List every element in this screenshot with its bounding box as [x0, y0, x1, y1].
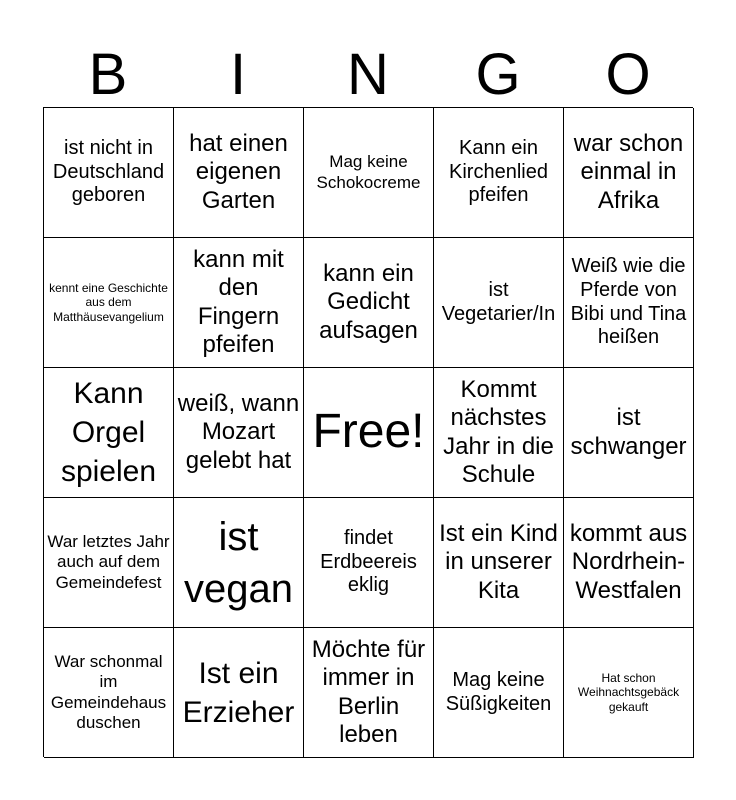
- title-letter-i: I: [229, 42, 247, 107]
- cell-text: War schonmal im Gemeindehaus duschen: [50, 652, 167, 732]
- cell-text: ist vegan: [184, 514, 293, 611]
- cell-text: war schon einmal in Afrika: [573, 130, 684, 214]
- title-letter-n: N: [347, 42, 389, 107]
- cell-text: weiß, wann Mozart gelebt hat: [177, 390, 300, 474]
- bingo-cell[interactable]: [44, 238, 174, 368]
- cell-text: findet Erdbeereis eklig: [320, 527, 417, 597]
- cell-text: kann ein Gedicht aufsagen: [319, 260, 418, 344]
- bingo-board: [43, 107, 693, 757]
- free-cell[interactable]: [304, 368, 434, 498]
- cell-text: Weiß wie die Pferde von Bibi und Tina heißen: [570, 255, 687, 349]
- bingo-cell[interactable]: [44, 108, 174, 238]
- cell-text: kann mit den Fingern pfeifen: [193, 245, 284, 358]
- bingo-cell[interactable]: [564, 238, 694, 368]
- bingo-cell[interactable]: [304, 498, 434, 628]
- cell-text: Ist ein Erzieher: [182, 656, 295, 729]
- bingo-cell[interactable]: [174, 628, 304, 758]
- bingo-cell[interactable]: [44, 628, 174, 758]
- cell-text: Kann Orgel spielen: [60, 377, 157, 488]
- bingo-cell[interactable]: [564, 108, 694, 238]
- cell-text: Mag keine Süßigkeiten: [445, 668, 552, 715]
- cell-text: Hat schon Weihnachtsgebäck gekauft: [577, 671, 680, 714]
- cell-text: hat einen eigenen Garten: [189, 130, 288, 214]
- bingo-cell[interactable]: [434, 368, 564, 498]
- cell-text: kennt eine Geschichte aus dem Matthäusevangelium: [49, 281, 168, 324]
- bingo-cell[interactable]: [174, 368, 304, 498]
- cell-text: Kommt nächstes Jahr in die Schule: [443, 375, 554, 488]
- title-letter-b: B: [88, 42, 128, 107]
- cell-text: Möchte für immer in Berlin leben: [311, 635, 426, 748]
- bingo-cell[interactable]: [304, 108, 434, 238]
- bingo-cell[interactable]: [304, 238, 434, 368]
- cell-text: Ist ein Kind in unserer Kita: [439, 520, 558, 604]
- bingo-title: [43, 40, 693, 110]
- cell-text: Kann ein Kirchenlied pfeifen: [449, 137, 548, 207]
- bingo-cell[interactable]: [44, 498, 174, 628]
- title-letter-o: O: [605, 42, 651, 107]
- bingo-cell[interactable]: [44, 368, 174, 498]
- bingo-cell[interactable]: [304, 628, 434, 758]
- bingo-cell[interactable]: [564, 628, 694, 758]
- cell-text: War letztes Jahr auch auf dem Gemeindefest: [47, 532, 170, 592]
- bingo-cell[interactable]: [174, 238, 304, 368]
- bingo-cell[interactable]: [434, 628, 564, 758]
- bingo-cell[interactable]: [434, 498, 564, 628]
- title-letter-g: G: [475, 42, 521, 107]
- cell-text: ist nicht in Deutschland geboren: [52, 137, 165, 207]
- cell-text: Mag keine Schokocreme: [316, 152, 421, 192]
- bingo-cell[interactable]: [174, 108, 304, 238]
- bingo-cell[interactable]: [434, 108, 564, 238]
- cell-text: ist schwanger: [570, 404, 687, 460]
- bingo-cell[interactable]: [564, 368, 694, 498]
- cell-text: kommt aus Nordrhein-Westfalen: [569, 520, 688, 604]
- bingo-cell[interactable]: [174, 498, 304, 628]
- cell-text: ist Vegetarier/In: [441, 278, 556, 325]
- bingo-cell[interactable]: [434, 238, 564, 368]
- cell-text: Free!: [312, 405, 425, 459]
- bingo-cell[interactable]: [564, 498, 694, 628]
